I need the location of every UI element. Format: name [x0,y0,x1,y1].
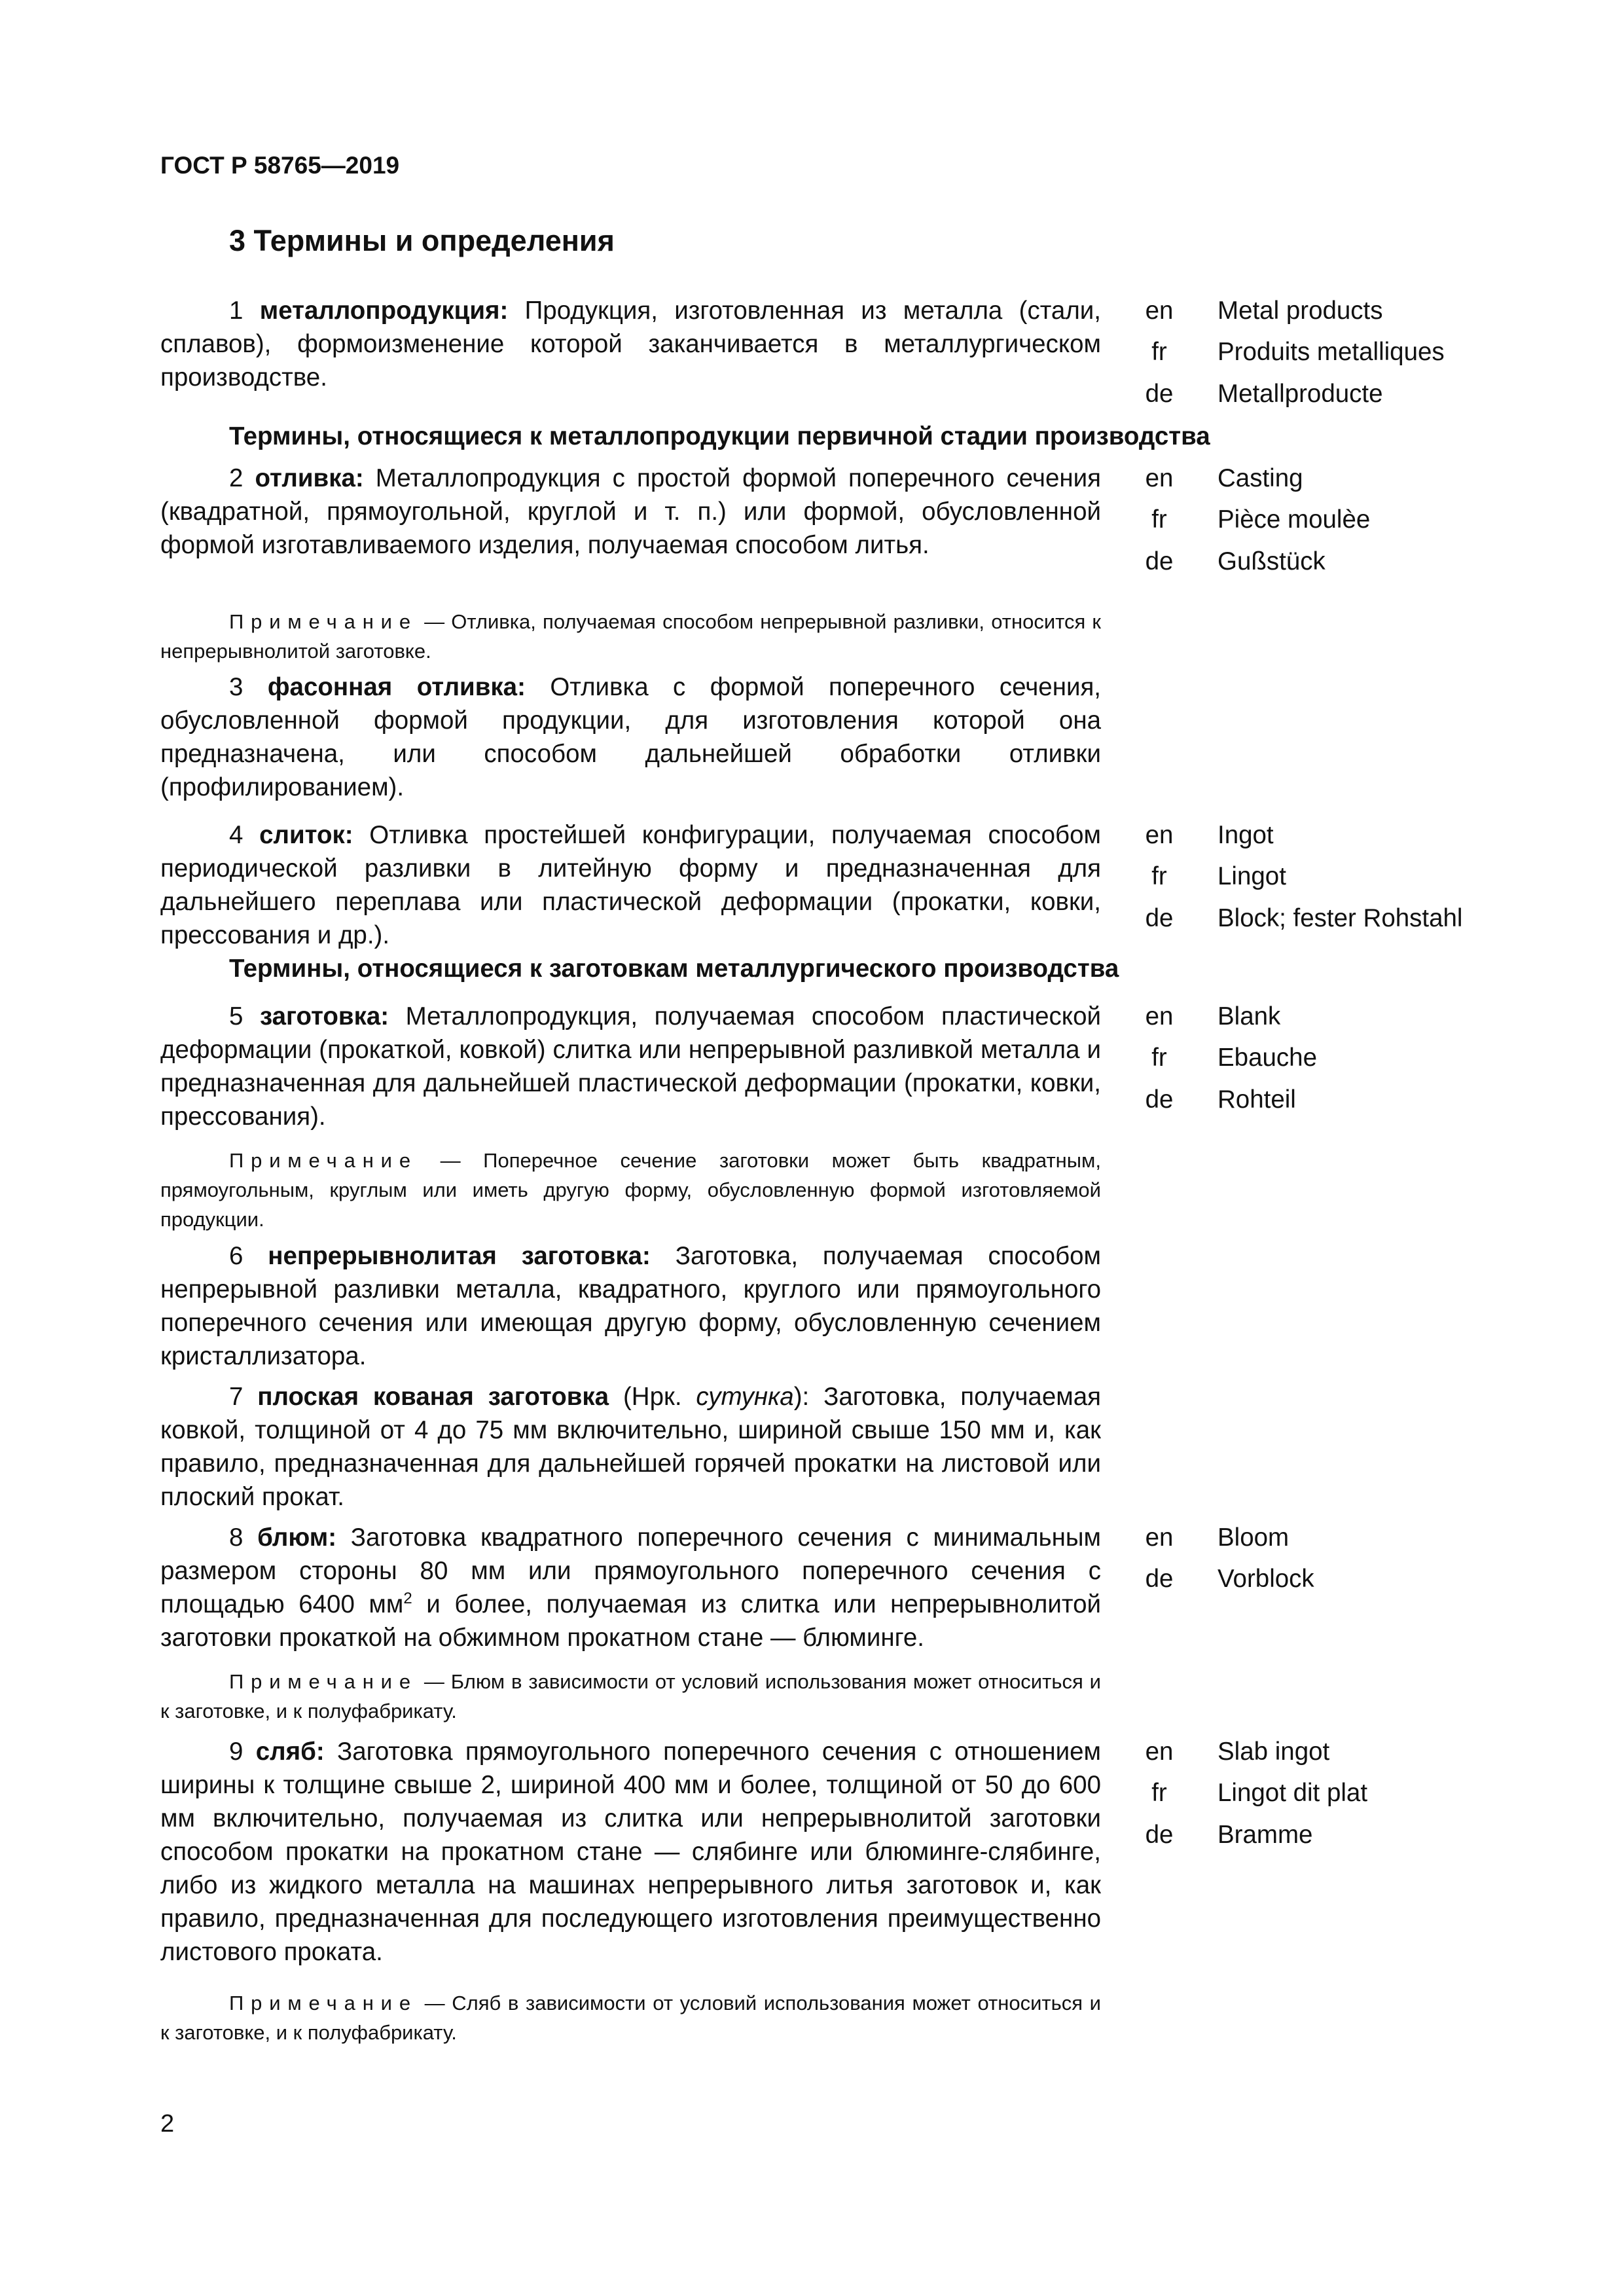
terms-t8-note: — Блюм в зависимости от условий использования может относиться и к заготовке, и к полуфабрикату. [160,1670,1101,1722]
terms-t1-langs-0-text: Metal products [1218,297,1383,325]
terms-t8-def-b: и более, получаемая из слитка или непрерывнолитой заготовки прокаткой на обжимном прокатном стане — блюминге. [160,1590,1101,1652]
terms-t9-num: 9 [229,1738,244,1766]
note-term-8 [160,1667,1101,1726]
terms-t3-def: Отливка с формой поперечного сечения, обусловленной формой продукции, для изготовления которой она предназначена, или способом дальнейшей обработки отливки (профилированием). [160,673,1102,801]
note-label: Примечание [229,1670,418,1693]
terms-t2-note: — Отливка, получаемая способом непрерывной разливки, относится к непрерывнолитой заготовке. [160,610,1101,663]
terms-t4-langs-2-text: Block; fester Rohstahl [1218,904,1463,932]
terms-t8-def-a: Заготовка квадратного поперечного сечения с минимальным размером стороны 80 мм или прямоугольного поперечного сечения с площадью 6400 мм [160,1523,1102,1618]
terms-t9-langs-1-code: fr [1151,1779,1167,1807]
note-term-9 [160,1988,1101,2047]
note-label: Примечание [229,610,418,633]
terms-t5-langs-1-text: Ebauche [1218,1044,1317,1072]
terms-t8-langs-0-code: en [1145,1523,1174,1552]
terms-t7-def: Заготовка, получаемая ковкой, толщиной от 4 до 75 мм включительно, шириной свыше 150 мм и, как правило, предназначенная для дальнейшей горячей прокатки на листовой или плоский прокат. [160,1383,1101,1511]
note-label: Примечание [229,1992,418,2014]
terms-t1-langs-1-text: Produits metalliques [1218,338,1445,366]
terms-t4-langs-0-text: Ingot [1218,821,1274,849]
terms-t1-langs-1-code: fr [1151,338,1167,366]
terms-t4-term: слиток: [259,821,353,849]
terms-t2-langs-2-text: Gußstück [1218,547,1326,575]
term-name: металлопродукция: [259,297,509,325]
terms-t8-langs-0-text: Bloom [1218,1523,1290,1552]
term-7 [160,1380,1101,1514]
terms-t7-term: плоская кованая заготовка [257,1383,609,1411]
terms-t8-term: блюм: [257,1523,337,1552]
terms-t3-term: фасонная отливка: [267,673,526,701]
terms-t7-paren-close: ): [793,1383,824,1411]
terms-t5-num: 5 [229,1002,244,1030]
terms-t7-paren-italic: сутунка [696,1383,794,1411]
term-6 [160,1239,1101,1373]
terms-t2-langs-1-code: fr [1151,505,1167,534]
terms-t6-num: 6 [229,1242,244,1270]
terms-t4-langs-0-code: en [1145,821,1174,849]
note-term-5 [160,1146,1101,1234]
terms-t9-term: сляб: [255,1738,325,1766]
note-term-2 [160,607,1101,666]
terms-t2-term: отливка: [255,464,364,492]
terms-t7-num: 7 [229,1383,244,1411]
term-definition: Продукция, изготовленная из металла (стали, сплавов), формоизменение которой заканчивается в металлургическом производстве. [160,297,1101,392]
terms-t5-term: заготовка: [259,1002,389,1030]
terms-t8-num: 8 [229,1523,244,1552]
term-4 [160,818,1101,952]
terms-t4-def: Отливка простейшей конфигурации, получаемая способом периодической разливки в литейную форму и предназначенная для дальнейшего переплава или пластической деформации (прокатки, ковки, прессования и др.). [160,821,1101,949]
terms-t2-def: Металлопродукция с простой формой поперечного сечения (квадратной, прямоугольной, круглой и т. п.) или формой, обусловленной формой изготавливаемого изделия, получаемая способом литья. [160,464,1101,559]
terms-t8-langs-1-text: Vorblock [1218,1565,1314,1593]
terms-t9-langs-2-text: Bramme [1218,1821,1313,1849]
terms-t4-num: 4 [229,821,244,849]
terms-t8-sup: 2 [403,1590,412,1608]
terms-t5-langs-0-code: en [1145,1002,1174,1030]
section-title: 3 Термины и определения [229,224,615,257]
terms-t9-langs-0-text: Slab ingot [1218,1738,1330,1766]
terms-t2-langs-0-code: en [1145,464,1174,492]
terms-t2-langs-1-text: Pièce moulèe [1218,505,1371,534]
terms-t9-def: Заготовка прямоугольного поперечного сечения с отношением ширины к толщине свыше 2, шириной 400 мм и более, толщиной от 50 до 600 мм включительно, получаемая из слитка или непрерывнолитой заготовки способом прокатки на прокатном стане — слябинге или блюминге-слябинге, либо из жидкого металла на машинах непрерывного литья заготовок и, как правило, предназначенная для последующего изготовления преимущественно листового проката. [160,1738,1101,1966]
terms-t9-langs-1-text: Lingot dit plat [1218,1779,1368,1807]
terms-t1-langs-2-text: Metallproducte [1218,380,1383,408]
terms-t7-paren-open: (Нрк. [623,1383,696,1411]
page-number: 2 [160,2110,175,2138]
terms-t6-def: Заготовка, получаемая способом непрерывной разливки металла, квадратного, круглого или прямоугольного поперечного сечения или имеющая другую форму, обусловленную сечением кристаллизатора. [160,1242,1101,1370]
terms-t4-langs-1-text: Lingot [1218,862,1286,890]
term-3 [160,670,1101,804]
terms-t1-langs-0-code: en [1145,297,1174,325]
terms-t1-langs-2-code: de [1145,380,1174,408]
subhead-billets: Термины, относящиеся к заготовкам металлургического производства [229,955,1119,983]
term-1 [160,294,1101,394]
terms-t5-langs-1-code: fr [1151,1044,1167,1072]
terms-t4-langs-1-code: fr [1151,862,1167,890]
terms-t5-langs-2-text: Rohteil [1218,1085,1296,1114]
terms-t8-langs-1-code: de [1145,1565,1174,1593]
terms-t5-note: — Поперечное сечение заготовки может быть квадратным, прямоугольным, круглым или иметь другую форму, обусловленную формой изготовляемой продукции. [160,1149,1101,1231]
terms-t9-langs-0-code: en [1145,1738,1174,1766]
term-9 [160,1735,1101,1969]
terms-t5-def: Металлопродукция, получаемая способом пластической деформации (прокаткой, ковкой) слитка или непрерывной разливкой металла и предназначенная для дальнейшей пластической деформации (прокатки, ковки, прессования). [160,1002,1101,1131]
note-label: Примечание [229,1149,418,1172]
term-number: 1 [229,297,244,325]
terms-t2-langs-0-text: Casting [1218,464,1303,492]
terms-t3-num: 3 [229,673,244,701]
subhead-primary: Термины, относящиеся к металлопродукции первичной стадии производства [229,422,1210,450]
terms-t9-note: — Сляб в зависимости от условий использования может относиться и к заготовке, и к полуфабрикату. [160,1992,1101,2044]
term-2 [160,462,1101,562]
terms-t2-langs-2-code: de [1145,547,1174,575]
terms-t6-term: непрерывнолитая заготовка: [268,1242,651,1270]
terms-t4-langs-2-code: de [1145,904,1174,932]
terms-t9-langs-2-code: de [1145,1821,1174,1849]
standard-header: ГОСТ Р 58765—2019 [160,152,400,179]
terms-t2-num: 2 [229,464,244,492]
terms-t5-langs-2-code: de [1145,1085,1174,1114]
term-8 [160,1521,1101,1654]
term-5 [160,1000,1101,1133]
terms-t5-langs-0-text: Blank [1218,1002,1281,1030]
